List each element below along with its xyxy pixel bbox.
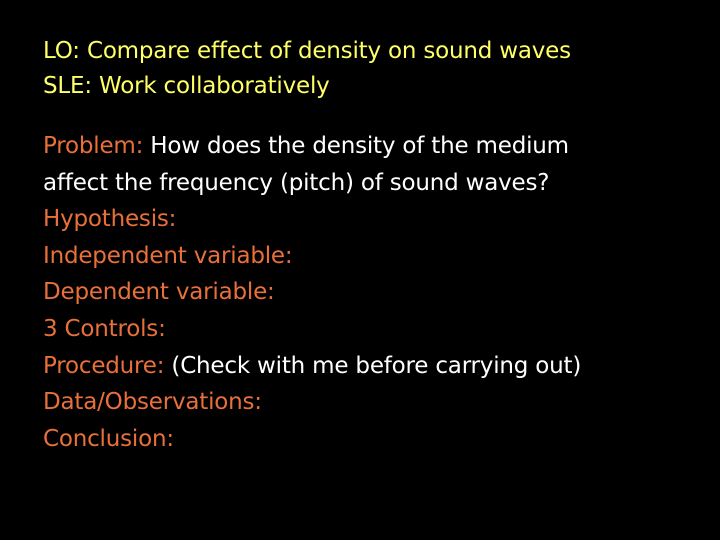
problem-line	[43, 128, 703, 165]
dependent-variable-line	[43, 274, 703, 311]
data-observations-line	[43, 384, 703, 421]
procedure-label: Procedure:	[43, 352, 165, 379]
controls-label: 3 Controls:	[43, 315, 166, 342]
dependent-variable-label: Dependent variable:	[43, 279, 275, 306]
problem-label: Problem:	[43, 133, 144, 159]
procedure-line	[43, 348, 703, 385]
problem-text-first: How does the density of the medium	[143, 133, 569, 159]
conclusion-label: Conclusion:	[43, 425, 174, 452]
slide-header	[43, 34, 703, 104]
problem-line-continued	[43, 165, 703, 202]
data-observations-label: Data/Observations:	[43, 389, 262, 416]
problem-text-second: affect the frequency (pitch) of sound waves?	[43, 169, 550, 196]
controls-line	[43, 311, 703, 348]
learning-objective: LO: Compare effect of density on sound waves	[43, 38, 571, 64]
hypothesis-label: Hypothesis:	[43, 206, 177, 233]
independent-variable-label: Independent variable:	[43, 242, 293, 269]
sle-statement: SLE: Work collaboratively	[43, 73, 330, 99]
conclusion-line	[43, 421, 703, 458]
independent-variable-line	[43, 238, 703, 275]
procedure-note: (Check with me before carrying out)	[164, 352, 582, 379]
hypothesis-line	[43, 201, 703, 238]
lab-outline	[43, 128, 703, 457]
